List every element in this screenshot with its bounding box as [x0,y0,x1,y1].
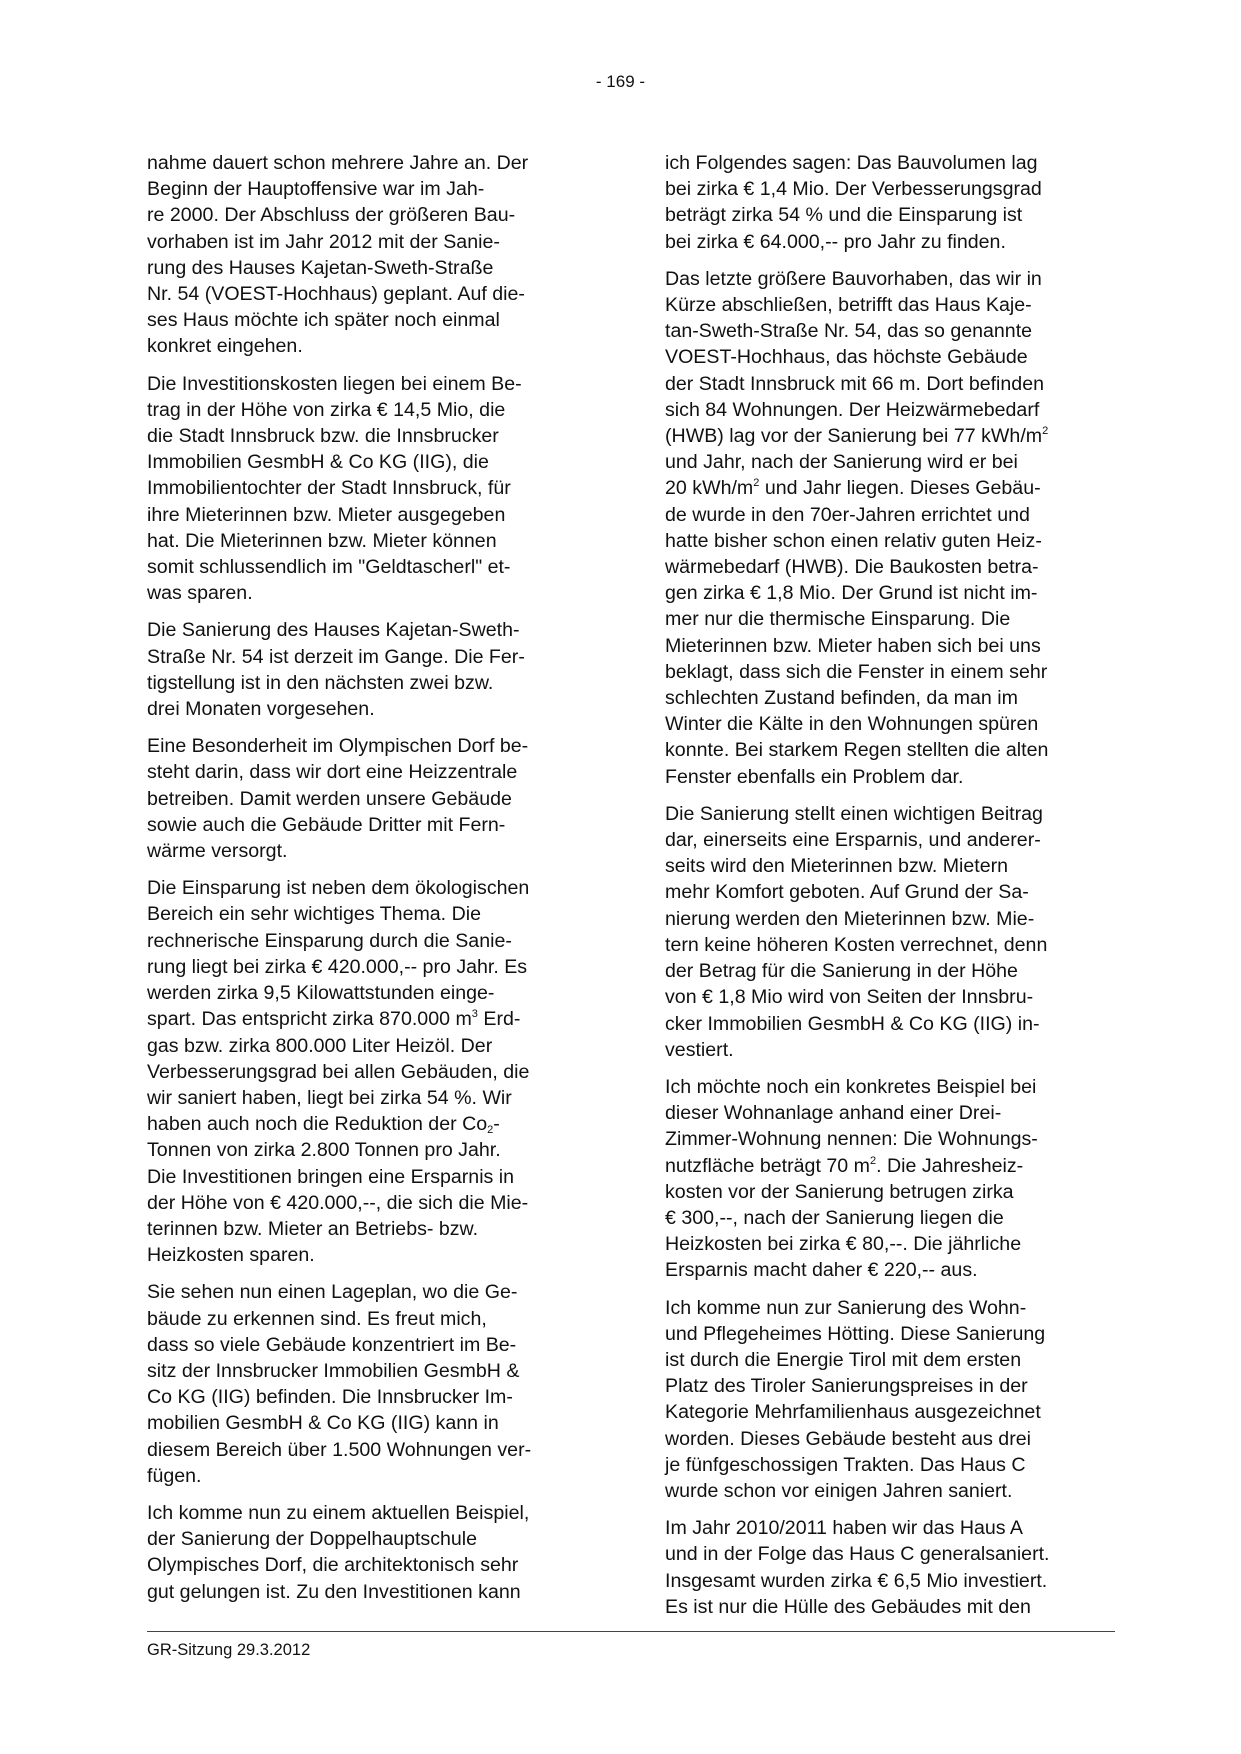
right-text-column [665,150,1115,1631]
text-line: wärmebedarf (HWB). Die Baukosten betra- [665,556,1039,579]
text-line: Eine Besonderheit im Olympischen Dorf be- [147,735,529,758]
text-line: Verbesserungsgrad bei allen Gebäuden, die [147,1060,530,1083]
text-line: cker Immobilien GesmbH & Co KG (IIG) in- [665,1012,1040,1035]
left-text-column [147,150,597,1616]
text-line: somit schlussendlich im "Geldtascherl" et- [147,556,511,579]
text-line: haben auch noch die Reduktion der $Co_2-$ [147,1113,500,1137]
text-line: Die Einsparung ist neben dem ökologischen [147,877,530,900]
text-line: der Betrag für die Sanierung in der Höhe [665,960,1018,983]
text-line: dass so viele Gebäude konzentriert im Be- [147,1333,517,1356]
text-line: Sie sehen nun einen Lageplan, wo die Ge- [147,1281,518,1304]
text-line: Nr. 54 (VOEST-Hochhaus) geplant. Auf die- [147,283,525,306]
text-line: 20 kWh/$m^2$ und Jahr liegen. Dieses Gebäu- [665,477,1041,500]
text-line: beträgt zirka 54 % und die Einsparung ist [665,204,1023,227]
text-line: Die Investitionskosten liegen bei einem Be- [147,372,522,395]
text-line: und Pflegeheimes Hötting. Diese Sanierung [665,1322,1046,1345]
text-line: gas bzw. zirka 800.000 Liter Heizöl. Der [147,1034,493,1057]
paragraph [147,150,597,360]
paragraph [665,1515,1115,1620]
text-line: werden zirka 9,5 Kilowattstunden einge- [147,982,495,1005]
text-line: Die Investitionen bringen eine Ersparnis in [147,1165,515,1188]
text-line: Heizkosten sparen. [147,1244,315,1267]
text-line: Kürze abschließen, betrifft das Haus Kaje- [665,294,1032,317]
text-line: wir saniert haben, liegt bei zirka 54 %. Wir [147,1086,512,1109]
text-line: € 300,--, nach der Sanierung liegen die [665,1206,1004,1229]
footer-divider [147,1631,1115,1632]
text-line: Kategorie Mehrfamilienhaus ausgezeichnet [665,1401,1041,1424]
text-line: ist durch die Energie Tirol mit dem ersten [665,1348,1022,1371]
text-line: was sparen. [147,582,253,605]
text-line: ich Folgendes sagen: Das Bauvolumen lag [665,152,1038,174]
text-line: de wurde in den 70er-Jahren errichtet und [665,503,1030,526]
text-line: je fünfgeschossigen Trakten. Das Haus C [665,1453,1026,1476]
text-line: Co KG (IIG) befinden. Die Innsbrucker Im- [147,1386,513,1409]
text-line: Heizkosten bei zirka € 80,--. Die jährliche [665,1233,1022,1256]
text-line: Winter die Kälte in den Wohnungen spüren [665,713,1039,736]
text-line: Ich komme nun zu einem aktuellen Beispiel, [147,1501,530,1524]
text-line: wärme versorgt. [147,840,288,863]
text-line: Es ist nur die Hülle des Gebäudes mit den [665,1595,1031,1618]
text-line: Das letzte größere Bauvorhaben, das wir in [665,267,1042,290]
text-line: (HWB) lag vor der Sanierung bei 77 kWh/$m^2$ [665,425,1049,448]
text-line: hatte bisher schon einen relativ guten Heiz- [665,529,1042,552]
text-line: mer nur die thermische Einsparung. Die [665,608,1011,631]
text-line: sowie auch die Gebäude Dritter mit Fern- [147,813,506,836]
text-line: tern keine höheren Kosten verrechnet, denn [665,933,1048,956]
text-line: bei zirka € 64.000,-- pro Jahr zu finden. [665,230,1006,253]
text-line: dieser Wohnanlage anhand einer Drei- [665,1102,1002,1125]
paragraph [147,733,597,864]
text-line: trag in der Höhe von zirka € 14,5 Mio, die [147,398,506,421]
text-line: steht darin, dass wir dort eine Heizzentrale [147,761,518,784]
text-line: ihre Mieterinnen bzw. Mieter ausgegeben [147,503,506,526]
text-line: worden. Dieses Gebäude besteht aus drei [665,1427,1031,1450]
text-line: wurde schon vor einigen Jahren saniert. [665,1479,1013,1502]
text-line: vorhaben ist im Jahr 2012 mit der Sanie- [147,230,500,253]
text-line: bei zirka € 1,4 Mio. Der Verbesserungsgrad [665,178,1042,201]
text-line: Beginn der Hauptoffensive war im Jah- [147,178,485,201]
text-line: sich 84 Wohnungen. Der Heizwärmebedarf [665,398,1040,421]
text-line: spart. Das entspricht zirka 870.000 $m^3$ Erd- [147,1008,521,1031]
text-line: nutzfläche beträgt 70 $m^2$. Die Jahresheiz- [665,1154,1024,1177]
text-line: rung liegt bei zirka € 420.000,-- pro Jahr. Es [147,955,528,978]
text-line: konnte. Bei starkem Regen stellten die alten [665,739,1049,762]
text-line: hat. Die Mieterinnen bzw. Mieter können [147,529,497,552]
text-line: und Jahr, nach der Sanierung wird er bei [665,451,1018,474]
text-line: Die Sanierung des Hauses Kajetan-Sweth- [147,619,520,642]
text-line: seits wird den Mieterinnen bzw. Mietern [665,855,1009,878]
text-line: der Stadt Innsbruck mit 66 m. Dort befinden [665,372,1044,395]
text-line: der Sanierung der Doppelhauptschule [147,1528,478,1551]
text-line: Ich komme nun zur Sanierung des Wohn- [665,1296,1027,1319]
paragraph [147,1279,597,1489]
text-line: sitz der Innsbrucker Immobilien GesmbH & [147,1359,520,1382]
paragraph [665,801,1115,1063]
text-line: und in der Folge das Haus C generalsaniert. [665,1543,1050,1566]
text-line: nahme dauert schon mehrere Jahre an. Der [147,152,529,174]
text-line: bäude zu erkennen sind. Es freut mich, [147,1307,487,1330]
paragraph [665,1295,1115,1505]
text-line: betreiben. Damit werden unsere Gebäude [147,787,512,810]
text-line: gut gelungen ist. Zu den Investitionen kann [147,1580,521,1603]
text-line: rechnerische Einsparung durch die Sanie- [147,929,512,952]
paragraph [665,1074,1115,1284]
text-line: dar, einerseits eine Ersparnis, und anderer- [665,829,1041,852]
text-line: konkret eingehen. [147,335,303,358]
text-line: Tonnen von zirka 2.800 Tonnen pro Jahr. [147,1139,501,1162]
text-line: Zimmer-Wohnung nennen: Die Wohnungs- [665,1128,1038,1151]
paragraph [147,617,597,722]
text-line: die Stadt Innsbruck bzw. die Innsbrucker [147,425,499,448]
text-line: terinnen bzw. Mieter an Betriebs- bzw. [147,1217,479,1240]
text-line: rung des Hauses Kajetan-Sweth-Straße [147,256,494,279]
text-line: Insgesamt wurden zirka € 6,5 Mio investiert. [665,1569,1048,1592]
text-line: Ich möchte noch ein konkretes Beispiel bei [665,1075,1037,1098]
text-line: diesem Bereich über 1.500 Wohnungen ver- [147,1438,532,1461]
text-line: nierung werden den Mieterinnen bzw. Mie- [665,907,1035,930]
paragraph [147,875,597,1268]
paragraph [147,1500,597,1605]
text-line: Mieterinnen bzw. Mieter haben sich bei uns [665,634,1041,657]
text-line: fügen. [147,1464,202,1487]
text-line: Immobilientochter der Stadt Innsbruck, für [147,477,511,500]
text-line: Olympisches Dorf, die architektonisch sehr [147,1554,519,1577]
text-line: kosten vor der Sanierung betrugen zirka [665,1180,1014,1203]
text-line: Straße Nr. 54 ist derzeit im Gange. Die Fer- [147,645,525,668]
text-line: VOEST-Hochhaus, das höchste Gebäude [665,346,1028,369]
text-line: gen zirka € 1,8 Mio. Der Grund ist nicht im- [665,582,1038,605]
text-line: mehr Komfort geboten. Auf Grund der Sa- [665,881,1029,904]
text-line: Fenster ebenfalls ein Problem dar. [665,765,964,788]
text-line: vestiert. [665,1038,734,1061]
text-line: ses Haus möchte ich später noch einmal [147,309,500,332]
page-number: - 169 - [595,72,646,91]
text-line: Platz des Tiroler Sanierungspreises in der [665,1375,1028,1398]
text-line: von € 1,8 Mio wird von Seiten der Innsbru- [665,986,1034,1009]
text-line: der Höhe von € 420.000,--, die sich die Mie- [147,1191,529,1214]
text-line: mobilien GesmbH & Co KG (IIG) kann in [147,1412,499,1435]
footer-session-label: GR-Sitzung 29.3.2012 [147,1641,311,1659]
paragraph [665,266,1115,790]
text-line: Bereich ein sehr wichtiges Thema. Die [147,903,481,926]
paragraph [665,150,1115,255]
paragraph [147,371,597,607]
text-line: tigstellung ist in den nächsten zwei bzw. [147,671,494,694]
text-line: tan-Sweth-Straße Nr. 54, das so genannte [665,320,1033,343]
text-line: re 2000. Der Abschluss der größeren Bau- [147,204,516,227]
text-line: Ersparnis macht daher € 220,-- aus. [665,1259,978,1282]
text-line: schlechten Zustand befinden, da man im [665,687,1018,710]
text-line: beklagt, dass sich die Fenster in einem sehr [665,660,1048,683]
text-line: Im Jahr 2010/2011 haben wir das Haus A [665,1517,1023,1540]
text-line: drei Monaten vorgesehen. [147,698,375,721]
text-line: Immobilien GesmbH & Co KG (IIG), die [147,451,489,474]
text-line: Die Sanierung stellt einen wichtigen Beitrag [665,802,1043,825]
